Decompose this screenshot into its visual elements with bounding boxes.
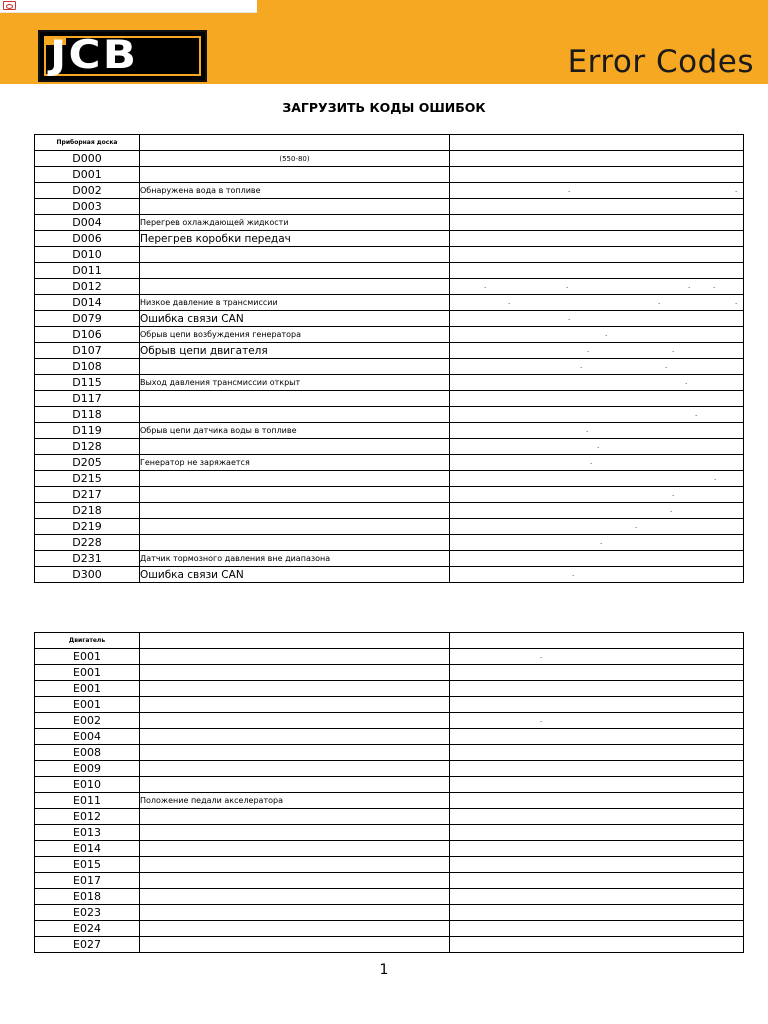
table-row — [35, 343, 744, 359]
table-row — [35, 567, 744, 583]
dashboard-header-row — [35, 135, 744, 151]
table-row — [35, 375, 744, 391]
dot-mark: . — [568, 186, 571, 194]
code-cell: D107 — [35, 343, 140, 359]
description-cell — [140, 167, 450, 183]
table-row — [35, 311, 744, 327]
dashboard-codes-table — [34, 134, 744, 583]
code-cell: D000 — [35, 151, 140, 167]
notes-cell — [450, 311, 744, 327]
table-row — [35, 279, 744, 295]
code-cell: D217 — [35, 487, 140, 503]
code-cell: D003 — [35, 199, 140, 215]
description-cell — [140, 311, 450, 327]
description-cell — [140, 551, 450, 567]
notes-cell — [450, 535, 744, 551]
table-row — [35, 487, 744, 503]
notes-cell — [450, 503, 744, 519]
notes-cell — [450, 793, 744, 809]
description-cell — [140, 665, 450, 681]
description-text: Положение педали акселератора — [140, 795, 283, 805]
notes-cell — [450, 745, 744, 761]
description-cell — [140, 649, 450, 665]
description-cell — [140, 519, 450, 535]
code-cell: D004 — [35, 215, 140, 231]
description-cell — [140, 439, 450, 455]
description-cell — [140, 279, 450, 295]
table-row — [35, 713, 744, 729]
description-cell — [140, 183, 450, 199]
dot-mark: . — [714, 474, 717, 482]
notes-cell — [450, 761, 744, 777]
table-row — [35, 535, 744, 551]
dot-mark: . — [672, 346, 675, 354]
dot-mark: . — [695, 410, 698, 418]
code-cell: D218 — [35, 503, 140, 519]
description-cell — [140, 761, 450, 777]
description-cell — [140, 905, 450, 921]
table-row — [35, 327, 744, 343]
dot-mark: . — [508, 298, 511, 306]
description-cell — [140, 857, 450, 873]
notes-cell — [450, 649, 744, 665]
notes-cell — [450, 295, 744, 311]
table-row — [35, 503, 744, 519]
dot-mark: . — [670, 506, 673, 514]
notes-cell — [450, 713, 744, 729]
description-cell — [140, 391, 450, 407]
table-row — [35, 857, 744, 873]
notes-cell — [450, 215, 744, 231]
notes-cell — [450, 263, 744, 279]
notes-cell — [450, 921, 744, 937]
description-text: Выход давления трансмиссии открыт — [140, 377, 301, 387]
notes-cell — [450, 343, 744, 359]
dot-mark: . — [484, 282, 487, 290]
code-cell: E027 — [35, 937, 140, 953]
description-text: Низкое давление в трансмиссии — [140, 297, 278, 307]
dot-mark: . — [568, 314, 571, 322]
notes-cell — [450, 825, 744, 841]
dot-mark: . — [586, 426, 589, 434]
table-row — [35, 777, 744, 793]
dot-mark: . — [600, 538, 603, 546]
dot-mark: . — [580, 362, 583, 370]
code-cell: D117 — [35, 391, 140, 407]
notes-cell — [450, 439, 744, 455]
table-row — [35, 649, 744, 665]
description-text: Датчик тормозного давления вне диапазона — [140, 553, 331, 563]
code-cell: E017 — [35, 873, 140, 889]
code-cell: E023 — [35, 905, 140, 921]
table-row — [35, 391, 744, 407]
table-row — [35, 873, 744, 889]
notes-cell — [450, 889, 744, 905]
table-row — [35, 183, 744, 199]
table-row — [35, 471, 744, 487]
description-cell — [140, 407, 450, 423]
notes-cell — [450, 937, 744, 953]
notes-cell — [450, 407, 744, 423]
notes-cell — [450, 857, 744, 873]
notes-cell — [450, 327, 744, 343]
notes-cell — [450, 167, 744, 183]
code-cell: E004 — [35, 729, 140, 745]
code-cell: D011 — [35, 263, 140, 279]
code-cell: E012 — [35, 809, 140, 825]
code-cell: E015 — [35, 857, 140, 873]
table-row — [35, 809, 744, 825]
description-cell — [140, 359, 450, 375]
description-cell — [140, 793, 450, 809]
section-header: Двигатель — [35, 633, 140, 649]
dot-mark: . — [540, 652, 543, 660]
description-cell — [140, 873, 450, 889]
dot-mark: . — [597, 442, 600, 450]
description-cell — [140, 777, 450, 793]
table-row — [35, 423, 744, 439]
code-cell: D014 — [35, 295, 140, 311]
description-text: (550-80) — [279, 154, 310, 163]
code-cell: D001 — [35, 167, 140, 183]
description-cell — [140, 295, 450, 311]
description-cell — [140, 327, 450, 343]
code-cell: D118 — [35, 407, 140, 423]
description-cell — [140, 151, 450, 167]
description-cell — [140, 263, 450, 279]
table-row — [35, 263, 744, 279]
table-row — [35, 745, 744, 761]
table-row — [35, 841, 744, 857]
table-row — [35, 729, 744, 745]
code-cell: E002 — [35, 713, 140, 729]
code-cell: E018 — [35, 889, 140, 905]
table-row — [35, 167, 744, 183]
section-header: Приборная доска — [35, 135, 140, 151]
notes-cell — [450, 519, 744, 535]
table-row — [35, 889, 744, 905]
code-cell: E024 — [35, 921, 140, 937]
table-row — [35, 665, 744, 681]
table-row — [35, 937, 744, 953]
code-cell: D231 — [35, 551, 140, 567]
description-cell — [140, 841, 450, 857]
table-row — [35, 921, 744, 937]
header-banner — [0, 0, 768, 84]
notes-cell — [450, 567, 744, 583]
description-text: Перегрев охлаждающей жидкости — [140, 217, 289, 227]
notes-cell — [450, 777, 744, 793]
description-cell — [140, 697, 450, 713]
description-cell — [140, 231, 450, 247]
banner-title: Error Codes — [567, 44, 754, 80]
description-cell — [140, 215, 450, 231]
notes-cell — [450, 247, 744, 263]
table-row — [35, 215, 744, 231]
pdf-icon[interactable] — [3, 1, 16, 10]
description-cell — [140, 455, 450, 471]
table-row — [35, 295, 744, 311]
code-cell: D219 — [35, 519, 140, 535]
notes-cell — [450, 199, 744, 215]
notes-cell — [450, 697, 744, 713]
header-blank-cell — [140, 135, 450, 151]
dot-mark: . — [665, 362, 668, 370]
notes-cell — [450, 151, 744, 167]
description-cell — [140, 471, 450, 487]
code-cell: E001 — [35, 649, 140, 665]
notes-cell — [450, 681, 744, 697]
jcb-logo — [38, 30, 207, 82]
notes-cell — [450, 375, 744, 391]
dot-mark: . — [713, 282, 716, 290]
table-row — [35, 247, 744, 263]
description-text: Обнаружена вода в топливе — [140, 185, 261, 195]
code-cell: E009 — [35, 761, 140, 777]
code-cell: E011 — [35, 793, 140, 809]
table-row — [35, 761, 744, 777]
description-cell — [140, 343, 450, 359]
code-cell: E010 — [35, 777, 140, 793]
description-cell — [140, 567, 450, 583]
dot-mark: . — [605, 330, 608, 338]
notes-cell — [450, 359, 744, 375]
notes-cell — [450, 423, 744, 439]
dot-mark: . — [735, 298, 738, 306]
description-cell — [140, 535, 450, 551]
code-cell: E013 — [35, 825, 140, 841]
code-cell: D108 — [35, 359, 140, 375]
table-row — [35, 697, 744, 713]
notes-cell — [450, 665, 744, 681]
table-row — [35, 519, 744, 535]
notes-cell — [450, 729, 744, 745]
notes-cell — [450, 455, 744, 471]
description-text: Ошибка связи CAN — [140, 568, 244, 581]
code-cell: E014 — [35, 841, 140, 857]
table-row — [35, 407, 744, 423]
code-cell: D119 — [35, 423, 140, 439]
dot-mark: . — [685, 378, 688, 386]
dot-mark: . — [688, 282, 691, 290]
table-row — [35, 359, 744, 375]
dot-mark: . — [635, 522, 638, 530]
pdf-toolbar-strip — [0, 0, 257, 13]
code-cell: D079 — [35, 311, 140, 327]
description-cell — [140, 745, 450, 761]
code-cell: E001 — [35, 665, 140, 681]
code-cell: D010 — [35, 247, 140, 263]
code-cell: D205 — [35, 455, 140, 471]
table-row — [35, 455, 744, 471]
logo-text: JCB — [50, 33, 139, 78]
code-cell: D002 — [35, 183, 140, 199]
code-cell: D215 — [35, 471, 140, 487]
description-cell — [140, 487, 450, 503]
dot-mark: . — [572, 570, 575, 578]
code-cell: D300 — [35, 567, 140, 583]
table-row — [35, 231, 744, 247]
description-cell — [140, 423, 450, 439]
table-row — [35, 793, 744, 809]
description-text: Обрыв цепи возбуждения генератора — [140, 329, 301, 339]
table-row — [35, 439, 744, 455]
description-cell — [140, 825, 450, 841]
description-cell — [140, 729, 450, 745]
code-cell: D006 — [35, 231, 140, 247]
notes-cell — [450, 551, 744, 567]
table-row — [35, 199, 744, 215]
table-row — [35, 151, 744, 167]
engine-codes-table — [34, 632, 744, 953]
notes-cell — [450, 279, 744, 295]
description-cell — [140, 937, 450, 953]
notes-cell — [450, 841, 744, 857]
code-cell: D228 — [35, 535, 140, 551]
table-row — [35, 681, 744, 697]
table-row — [35, 825, 744, 841]
code-cell: E008 — [35, 745, 140, 761]
notes-cell — [450, 809, 744, 825]
code-cell: E001 — [35, 681, 140, 697]
engine-header-row — [35, 633, 744, 649]
code-cell: E001 — [35, 697, 140, 713]
description-text: Генератор не заряжается — [140, 457, 250, 467]
notes-cell — [450, 231, 744, 247]
code-cell: D115 — [35, 375, 140, 391]
dot-mark: . — [566, 282, 569, 290]
page-number: 1 — [379, 962, 389, 978]
notes-cell — [450, 873, 744, 889]
notes-cell — [450, 391, 744, 407]
code-cell: D106 — [35, 327, 140, 343]
notes-cell — [450, 905, 744, 921]
document-heading: ЗАГРУЗИТЬ КОДЫ ОШИБОК — [282, 100, 486, 115]
header-blank-cell — [450, 135, 744, 151]
description-text: Перегрев коробки передач — [140, 232, 291, 245]
description-text: Обрыв цепи датчика воды в топливе — [140, 425, 297, 435]
notes-cell — [450, 487, 744, 503]
description-cell — [140, 199, 450, 215]
dot-mark: . — [735, 186, 738, 194]
dot-mark: . — [672, 490, 675, 498]
code-cell: D128 — [35, 439, 140, 455]
description-cell — [140, 375, 450, 391]
table-row — [35, 905, 744, 921]
notes-cell — [450, 183, 744, 199]
dot-mark: . — [590, 458, 593, 466]
description-text: Обрыв цепи двигателя — [140, 344, 268, 357]
notes-cell — [450, 471, 744, 487]
dot-mark: . — [587, 346, 590, 354]
header-blank-cell — [140, 633, 450, 649]
code-cell: D012 — [35, 279, 140, 295]
description-cell — [140, 503, 450, 519]
description-cell — [140, 889, 450, 905]
dot-mark: . — [540, 716, 543, 724]
description-cell — [140, 681, 450, 697]
description-text: Ошибка связи CAN — [140, 312, 244, 325]
description-cell — [140, 809, 450, 825]
description-cell — [140, 713, 450, 729]
header-blank-cell — [450, 633, 744, 649]
description-cell — [140, 247, 450, 263]
table-row — [35, 551, 744, 567]
dot-mark: . — [658, 298, 661, 306]
description-cell — [140, 921, 450, 937]
